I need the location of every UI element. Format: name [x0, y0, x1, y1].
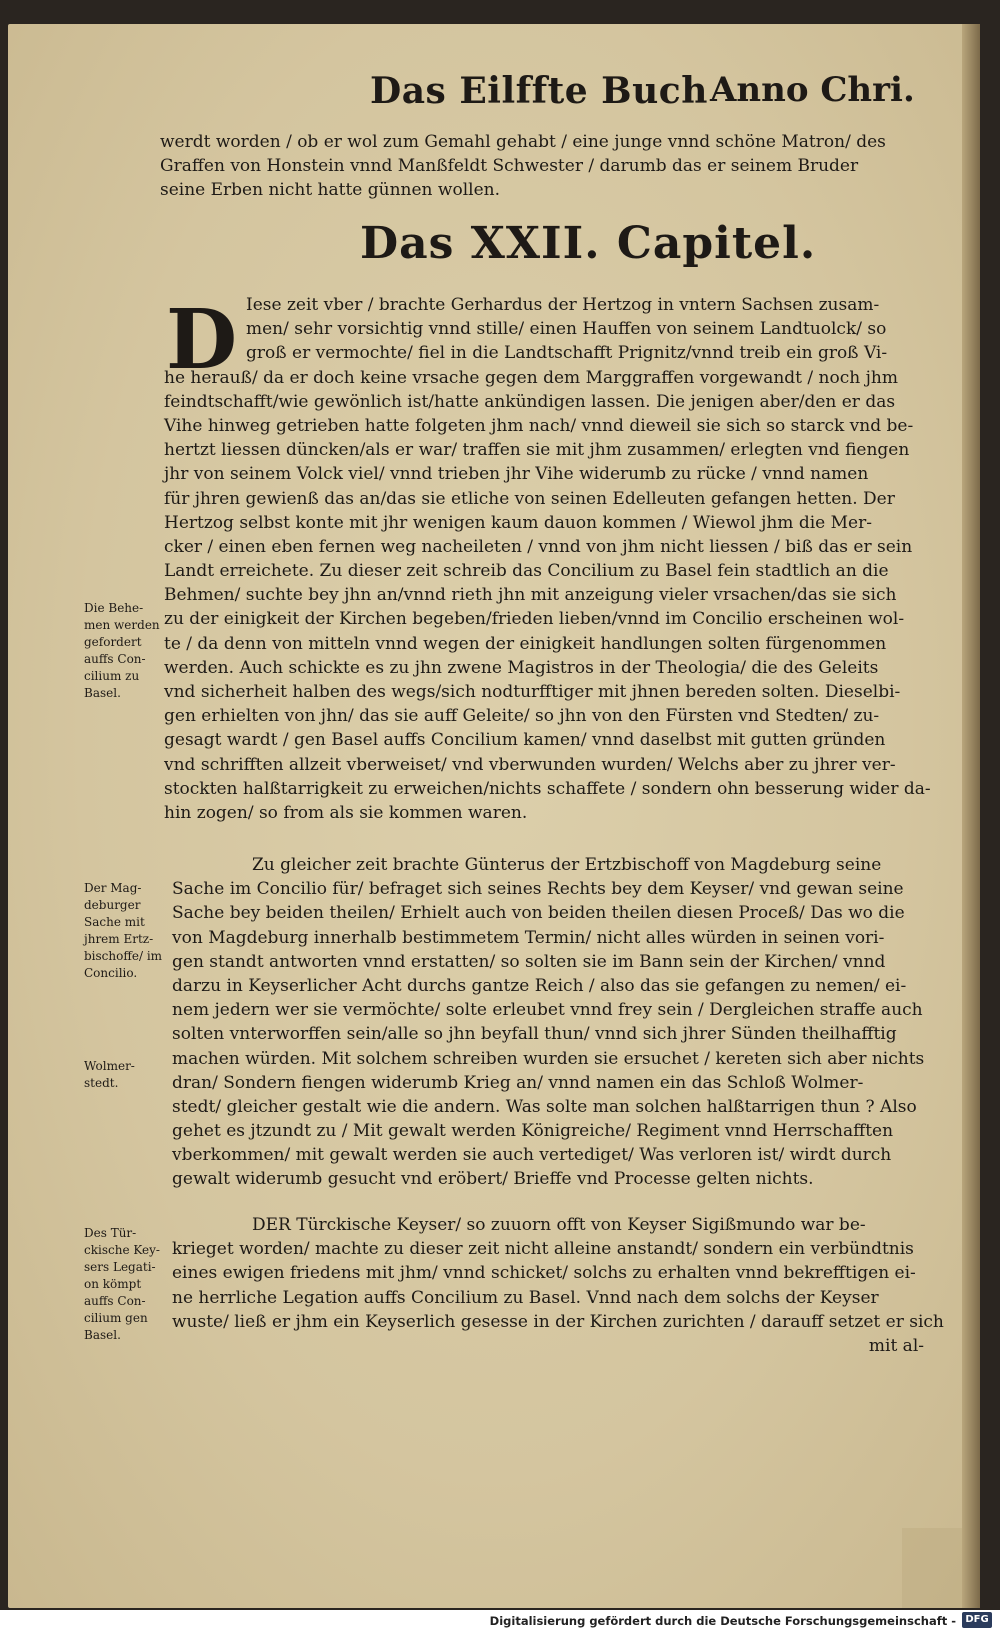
text-line: dran/ Sondern fiengen widerumb Krieg an/ vnnd namen ein das Schloß Wolmer- — [172, 1072, 864, 1093]
text-line: eines ewigen friedens mit jhm/ vnnd schicket/ solchs zu erhalten vnnd bekrefftigen ei- — [172, 1263, 916, 1284]
text-line: hertzt liessen düncken/als er war/ traffen sie mit jhm zusammen/ erlegten vnd fiengen — [164, 440, 910, 461]
note-line: jhrem Ertz- — [84, 932, 154, 946]
marginal-note — [84, 600, 176, 702]
text-line: Behmen/ suchte bey jhn an/vnnd rieth jhn mit anzeigung vieler vrsachen/das sie sich — [164, 585, 897, 606]
paragraph-1 — [164, 292, 931, 825]
text-line: krieget worden/ machte zu dieser zeit nicht alleine anstandt/ sondern ein verbündtnis — [172, 1239, 914, 1260]
text-line: darzu in Keyserlicher Acht durchs gantze Reich / also das sie gefangen zu nemen/ ei- — [172, 975, 907, 996]
note-line: deburger — [84, 898, 141, 912]
note-line: bischoffe/ im — [84, 949, 163, 963]
note-line: Basel. — [84, 686, 121, 700]
text-line: Sache im Concilio für/ befraget sich seines Rechts bey dem Keyser/ vnd gewan seine — [172, 879, 904, 900]
text-line: he herauß/ da er doch keine vrsache gegen dem Marggraffen vorgewandt / noch jhm — [164, 367, 898, 388]
text-line: für jhren gewienß das an/das sie etliche von seinen Edelleuten gefangen hetten. Der — [164, 488, 895, 509]
note-line: cilium zu — [84, 669, 140, 683]
text-line: vnd sicherheit halben des wegs/sich nodturfftiger mit jhnen bereden solten. Dieselbi- — [164, 682, 901, 702]
text-line: von Magdeburg innerhalb bestimmetem Termin/ nicht alles würden in seinen vori- — [172, 927, 885, 948]
chapter-heading: Das XXII. Capitel. — [360, 218, 817, 269]
text-line: gen erhielten von jhn/ das sie auff Geleite/ so jhn von den Fürsten vnd Stedten/ zu- — [164, 706, 880, 727]
text-line: gesagt wardt / gen Basel auffs Concilium kamen/ vnnd daselbst mit gutten gründen — [164, 730, 886, 751]
book-title: Das Eilffte Buch — [370, 70, 708, 112]
text-line: Graffen von Honstein vnnd Manßfeldt Schwester / darumb das er seinem Bruder — [160, 156, 859, 177]
text-line: DER Türckische Keyser/ so zuuorn offt von Keyser Sigißmundo war be- — [252, 1215, 866, 1235]
text-line: stedt/ gleicher gestalt wie die andern. Was solte man solchen halßtarrigen thun ? Also — [172, 1096, 917, 1117]
text-line: te / da denn von mitteln vnnd wegen der einigkeit handlungen solten fürgenommen — [164, 633, 887, 654]
text-line: vnd schrifften allzeit vberweiset/ vnd vberwunden wurden/ Welchs aber zu jhrer ver- — [164, 754, 896, 775]
note-line: stedt. — [84, 1076, 119, 1090]
paragraph-3 — [172, 1213, 944, 1358]
note-line: Sache mit — [84, 915, 145, 929]
text-line: werden. Auch schickte es zu jhn zwene Magistros in der Theologia/ die des Geleits — [164, 657, 879, 678]
dfg-logo: DFG — [962, 1612, 992, 1628]
funding-credit: Digitalisierung gefördert durch die Deutsche Forschungsgemeinschaft - — [489, 1614, 956, 1628]
text-line: wuste/ ließ er jhm ein Keyserlich gesesse in der Kirchen zurichten / darauff setzet er sich — [172, 1311, 944, 1332]
note-line: Concilio. — [84, 966, 138, 980]
text-line: zu der einigkeit der Kirchen begeben/frieden lieben/vnnd im Concilio erscheinen wol- — [164, 609, 905, 630]
text-line: stockten halßtarrigkeit zu erweichen/nichts schaffete / sondern ohn besserung wider da- — [164, 778, 931, 799]
text-line: Iese zeit vber / brachte Gerhardus der Hertzog in vntern Sachsen zusam- — [246, 295, 880, 315]
text-line: gehet es jtzundt zu / Mit gewalt werden Königreiche/ Regiment vnnd Herrschafften — [172, 1121, 894, 1142]
text-line: machen würden. Mit solchem schreiben wurden sie ersuchet / kereten sich aber nichts — [172, 1048, 925, 1069]
text-line: Landt erreichete. Zu dieser zeit schreib das Concilium zu Basel fein stadtlich an die — [164, 561, 889, 582]
text-line: Zu gleicher zeit brachte Günterus der Ertzbischoff von Magdeburg seine — [252, 855, 882, 875]
paragraph-2 — [172, 853, 924, 1192]
text-line: seine Erben nicht hatte günnen wollen. — [160, 180, 500, 201]
carry-over-text — [160, 130, 920, 203]
note-line: on kömpt — [84, 1277, 142, 1291]
text-line: solten vnterworffen sein/alle so jhn beyfall thun/ vnnd sich jhrer Sünden theilhafftig — [172, 1024, 897, 1045]
text-line: Sache bey beiden theilen/ Erhielt auch von beiden theilen diesen Proceß/ Das wo die — [172, 903, 905, 924]
marginal-note — [84, 1225, 176, 1344]
note-line: cilium gen — [84, 1311, 148, 1325]
text-line: vberkommen/ mit gewalt werden sie auch vertediget/ Was verloren ist/ wirdt durch — [172, 1145, 892, 1166]
note-line: Des Tür- — [84, 1226, 137, 1240]
text-line: jhr von seinem Volck viel/ vnnd trieben jhr Vihe widerumb zu rücke / vnnd namen — [164, 464, 869, 485]
note-line: Die Behe- — [84, 601, 144, 615]
text-line: feindtschafft/wie gewönlich ist/hatte ankündigen lassen. Die jenigen aber/den er das — [164, 391, 896, 412]
text-line: Vihe hinweg getrieben hatte folgeten jhm nach/ vnnd dieweil sie sich so starck vnd be- — [164, 415, 914, 436]
text-line: cker / einen eben fernen weg nacheileten / vnnd von jhm nicht liessen / biß das er sein — [164, 536, 913, 557]
note-line: Der Mag- — [84, 881, 142, 895]
text-line: Hertzog selbst konte mit jhr wenigen kaum dauon kommen / Wiewol jhm die Mer- — [164, 512, 872, 533]
text-line: hin zogen/ so from als sie kommen waren. — [164, 802, 528, 823]
catchword: mit al- — [868, 1335, 924, 1356]
note-line: gefordert — [84, 635, 142, 649]
marginal-note — [84, 1058, 176, 1092]
text-line: men/ sehr vorsichtig vnnd stille/ einen Hauffen von seinem Landtuolck/ so — [246, 319, 887, 340]
running-header — [360, 50, 920, 130]
marginal-note — [84, 880, 176, 982]
note-line: Wolmer- — [84, 1059, 135, 1073]
text-line: gewalt widerumb gesucht vnd eröbert/ Brieffe vnd Processe gelten nichts. — [172, 1169, 814, 1190]
note-line: auffs Con- — [84, 652, 146, 666]
note-line: Basel. — [84, 1328, 121, 1342]
text-line: gen standt antworten vnnd erstatten/ so solten sie im Bann sein der Kirchen/ vnnd — [172, 951, 886, 972]
text-line: groß er vermochte/ fiel in die Landtschafft Prignitz/vnnd treib ein groß Vi- — [246, 343, 888, 364]
running-head-year: Anno Chri. — [710, 70, 915, 110]
text-line: ne herrliche Legation auffs Concilium zu Basel. Vnnd nach dem solchs der Keyser — [172, 1287, 879, 1308]
note-line: auffs Con- — [84, 1294, 146, 1308]
paper-stain — [902, 1528, 962, 1608]
page-edge-shadow — [962, 24, 980, 1608]
note-line: ckische Key- — [84, 1243, 160, 1257]
drop-cap-initial: D — [166, 292, 238, 388]
text-line: werdt worden / ob er wol zum Gemahl gehabt / eine junge vnnd schöne Matron/ des — [160, 132, 886, 152]
note-line: men werden — [84, 618, 160, 632]
text-line: nem jedern wer sie vermöchte/ solte erleubet vnnd frey sein / Dergleichen straffe auch — [172, 1000, 923, 1021]
note-line: sers Legati- — [84, 1260, 156, 1274]
